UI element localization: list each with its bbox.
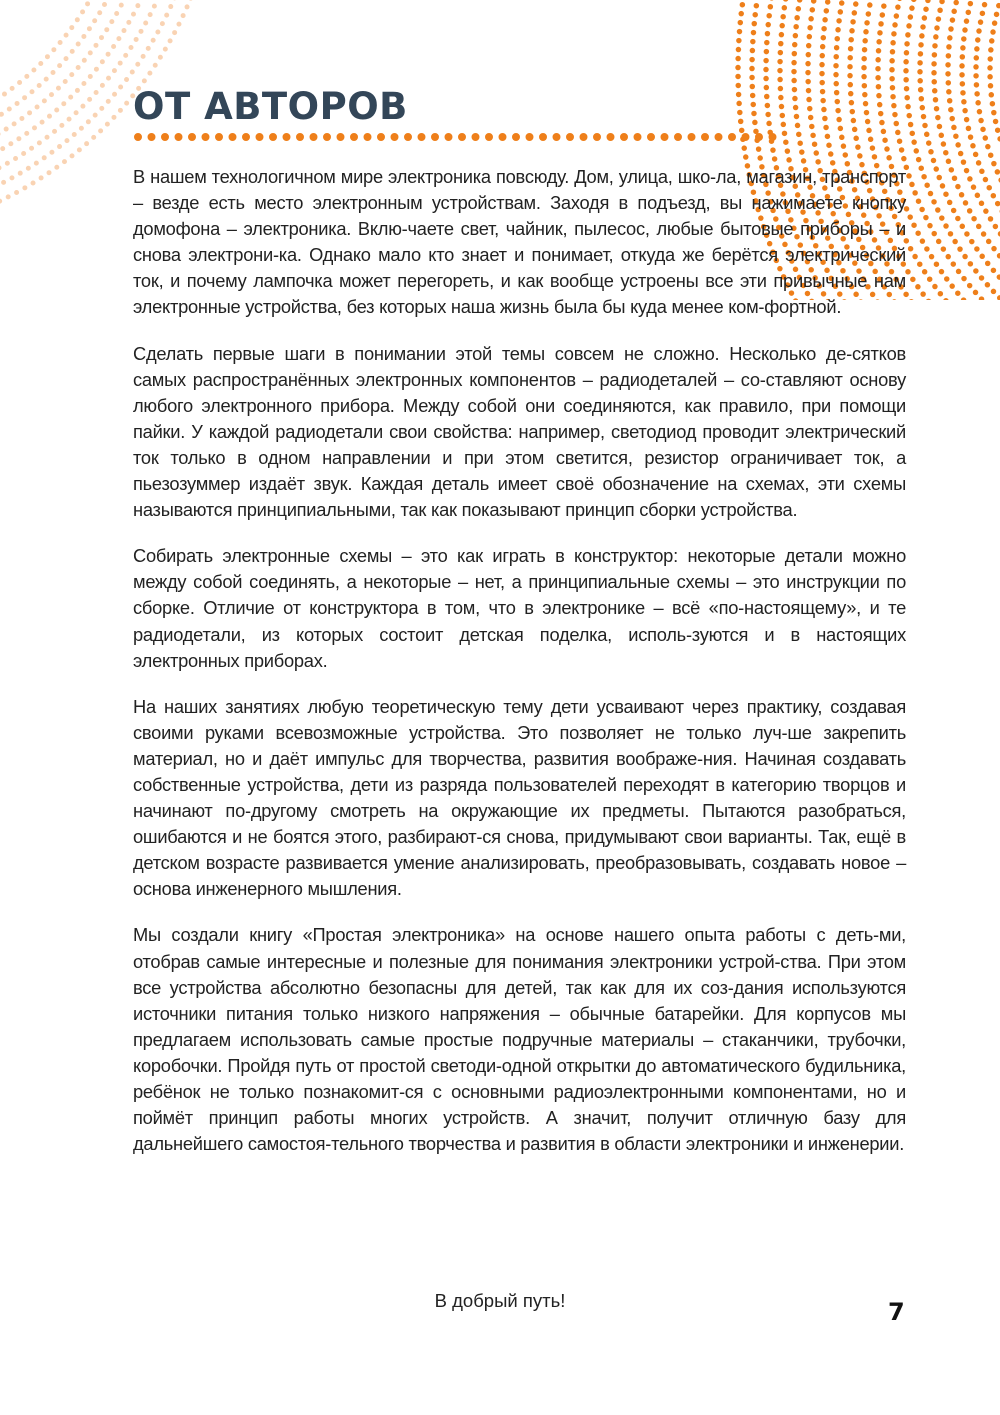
article-body — [133, 164, 906, 1177]
paragraph-constructor: Собирать электронные схемы – это как играть в конструктор: некоторые детали можно между собой соединять, а некоторые – нет, а принципиальные схемы – это инструкции по сборке. Отличие от конструктора в том, что в электронике – всё «по-настоящему», и те радиодетали, из которых состоит детская поделка, исполь-зуются и в настоящих электронных приборах. — [133, 545, 906, 671]
page-number: 7 — [888, 1298, 905, 1326]
paragraph-book: Мы создали книгу «Простая электроника» на основе нашего опыта работы с деть-ми, отобрав самые интересные и полезные для понимания электроники устрой-ства. При этом все устройства абсолютно безопасны для детей, так как для их соз-дания используются источники питания только низкого напряжения – обычные батарейки. Для корпусов мы предлагаем использовать самые простые подручные материалы – стаканчики, трубочки, коробочки. Пройдя путь от простой светоди-одной открытки до автоматического будильника, ребёнок не только познакомит-ся с основными радиоэлектронными компонентами, но и поймёт принцип работы многих устройств. А значит, получит отличную базу для дальнейшего самостоя-тельного творчества и развития в области электроники и инженерии. — [133, 924, 906, 1155]
title-dotted-underline-icon — [133, 132, 788, 142]
paragraph-intro: В нашем технологичном мире электроника повсюду. Дом, улица, шко-ла, магазин, транспорт – везде есть место электронным устройствам. Заходя в подъезд, вы нажимаете кнопку домофона – электроника. Вклю-чаете свет, чайник, пылесос, любые бытовые приборы – и снова электрони-ка. Однако мало кто знает и понимает, откуда же берётся электрический ток, и почему лампочка может перегореть, и как вообще устроены все эти привычные нам электронные устройства, без которых наша жизнь была бы куда менее ком-фортной. — [133, 166, 906, 318]
closing-line: В добрый путь! — [434, 1290, 566, 1311]
paragraph-components: Сделать первые шаги в понимании этой темы совсем не сложно. Несколько де-сятков самых распространённых электронных компонентов – радиодеталей – со-ставляют основу любого электронного прибора. Между собой они соединяются, как правило, при помощи пайки. У каждой радиодетали свои свойства: например, светодиод проводит электрический ток только в одном направлении и при этом светится, резистор ограничивает ток, а пьезозуммер издаёт звук. Каждая деталь имеет своё обозначение на схемах, эти схемы называются принципиальными, так как показывают принцип сборки устройства. — [133, 342, 906, 521]
paragraph-practice: На наших занятиях любую теоретическую тему дети усваивают через практику, создавая своими руками всевозможные устройства. Это позволяет не только луч-ше закрепить материал, но и даёт импульс для творчества, развития воображе-ния. Начиная создавать собственные устройства, дети из разряда пользователей переходят в категорию творцов и начинают по-другому смотреть на окружающие их предметы. Пытаются разобраться, ошибаются и не боятся этого, разбирают-ся снова, придумывают свои варианты. Так, ещё в детском возрасте развивается умение анализировать, преобразовывать, создавать новое – основа инженерного мышления. — [133, 695, 906, 900]
page-title: ОТ АВТОРОВ — [133, 85, 408, 128]
